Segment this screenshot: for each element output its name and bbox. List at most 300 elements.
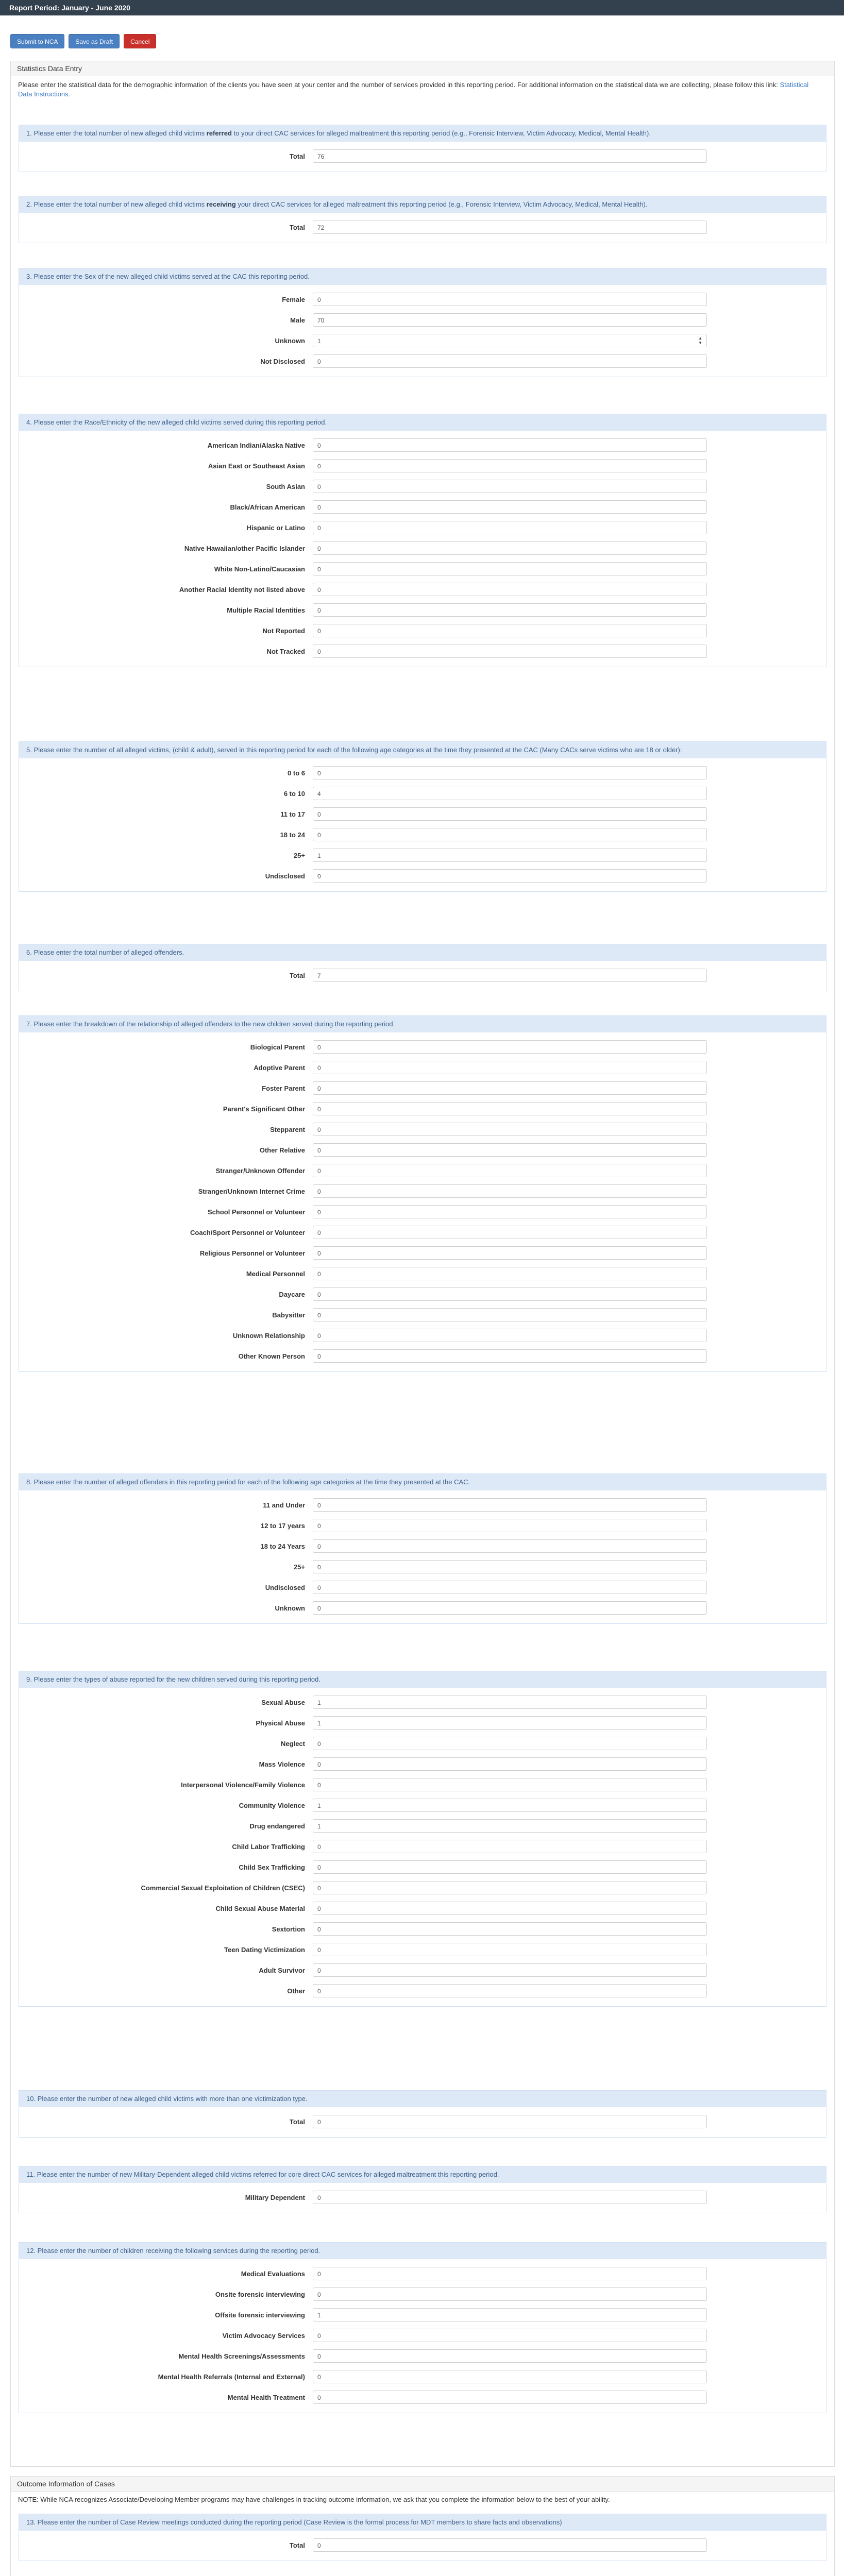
number-input[interactable] (313, 459, 707, 472)
input-value: 0 (317, 586, 321, 594)
field-label: 12 to 17 years (260, 1521, 305, 1530)
input-value: 0 (317, 566, 321, 573)
input-value: 0 (317, 1782, 321, 1789)
cancel-button[interactable]: Cancel (124, 34, 156, 48)
number-input[interactable] (313, 1819, 707, 1833)
field-label: South Asian (266, 482, 305, 490)
input-value: 0 (317, 1250, 321, 1257)
number-input[interactable] (313, 1329, 707, 1342)
field-label: Total (289, 971, 305, 979)
q1-text-end: to your direct CAC services for alleged maltreatment this reporting period (e.g., Forensic Interview, Victim Advocacy, Medical, Mental Health). (231, 129, 651, 137)
field-label: Interpersonal Violence/Family Violence (181, 1781, 305, 1789)
input-value: 0 (317, 2194, 321, 2201)
number-input[interactable] (313, 2267, 707, 2280)
question-10 (19, 2090, 826, 2138)
field-label: Babysitter (272, 1311, 305, 1319)
form-row (19, 1140, 826, 1160)
form-row (19, 1598, 826, 1618)
input-value: 76 (317, 153, 325, 160)
form-row (19, 2346, 826, 2366)
input-value: 0 (317, 2332, 321, 2340)
field-label: Undisclosed (265, 872, 305, 880)
field-label: Military Dependent (245, 2193, 305, 2201)
field-label: Total (289, 2541, 305, 2549)
form-row (19, 289, 826, 310)
input-value: 0 (317, 2291, 321, 2298)
form-row (19, 965, 826, 986)
form-row (19, 1243, 826, 1263)
number-input[interactable] (313, 1040, 707, 1054)
instructions-link[interactable]: Statistical Data Instructions. (18, 81, 809, 98)
form-row (19, 1919, 826, 1939)
number-input[interactable] (313, 1601, 707, 1615)
input-value: 0 (317, 1188, 321, 1195)
field-label: Sexual Abuse (261, 1698, 305, 1706)
number-input[interactable] (313, 293, 707, 306)
question-13 (19, 2514, 826, 2561)
number-input[interactable] (313, 1581, 707, 1594)
input-value: 0 (317, 1064, 321, 1072)
number-input[interactable] (313, 500, 707, 514)
form-row (19, 497, 826, 517)
field-label: Drug endangered (249, 1822, 305, 1830)
input-value: 1 (317, 1802, 321, 1809)
number-input[interactable] (313, 869, 707, 883)
field-label: Total (289, 223, 305, 231)
form-row (19, 2263, 826, 2284)
field-label: Female (282, 295, 305, 303)
form-row (19, 824, 826, 845)
question-6 (19, 944, 826, 991)
field-label: Medical Personnel (246, 1269, 305, 1278)
number-input[interactable] (313, 787, 707, 800)
field-label: Hispanic or Latino (246, 523, 305, 532)
number-input[interactable] (313, 1560, 707, 1573)
form-row (19, 804, 826, 824)
field-label: 0 to 6 (288, 769, 305, 777)
question-1 (19, 125, 826, 172)
form-row (19, 476, 826, 497)
input-value: 0 (317, 358, 321, 365)
input-value: 0 (317, 1905, 321, 1912)
number-input[interactable] (313, 521, 707, 534)
form-row (19, 783, 826, 804)
number-input[interactable] (313, 849, 707, 862)
question-7-title: 7. Please enter the breakdown of the relationship of alleged offenders to the new children served during the reporting period. (19, 1016, 826, 1032)
form-row (19, 1057, 826, 1078)
question-12 (19, 2242, 826, 2413)
input-value: 0 (317, 2119, 321, 2126)
number-input[interactable] (313, 1349, 707, 1363)
field-label: Native Hawaiian/other Pacific Islander (184, 544, 305, 552)
form-row (19, 2187, 826, 2208)
q2-text: 2. Please enter the total number of new alleged child victims (26, 200, 207, 208)
number-input[interactable] (313, 1799, 707, 1812)
form-row (19, 146, 826, 166)
form-row (19, 2535, 826, 2555)
input-value: 0 (317, 1564, 321, 1571)
input-value: 0 (317, 1522, 321, 1530)
input-value: 7 (317, 972, 321, 979)
intro-text: Please enter the statistical data for the demographic information of the clients you have seen at your center and the number of services provided in this reporting period. For additional information on the statistical data we are collecting, please follow this link: (18, 81, 778, 89)
input-value: 0 (317, 1761, 321, 1768)
number-input[interactable] (313, 1840, 707, 1853)
number-input[interactable] (313, 438, 707, 452)
field-label: Child Labor Trafficking (232, 1842, 305, 1851)
number-input[interactable] (313, 2115, 707, 2128)
form-row (19, 1733, 826, 1754)
number-input[interactable] (313, 624, 707, 637)
statistics-intro (11, 76, 819, 103)
input-value: 0 (317, 545, 321, 552)
input-value: 0 (317, 1605, 321, 1612)
question-4 (19, 414, 826, 667)
number-input[interactable] (313, 541, 707, 555)
input-value: 0 (317, 2394, 321, 2401)
form-row (19, 1754, 826, 1774)
field-label: Physical Abuse (256, 1719, 305, 1727)
form-row (19, 455, 826, 476)
number-input[interactable] (313, 2287, 707, 2301)
question-3 (19, 268, 826, 377)
field-label: 18 to 24 (280, 831, 305, 839)
number-input[interactable] (313, 1081, 707, 1095)
q1-text: 1. Please enter the total number of new alleged child victims (26, 129, 207, 137)
number-input[interactable] (313, 1881, 707, 1894)
input-value: 0 (317, 873, 321, 880)
number-input[interactable] (313, 1287, 707, 1301)
field-label: 11 to 17 (280, 810, 305, 818)
number-input[interactable] (313, 645, 707, 658)
form-row (19, 1836, 826, 1857)
input-value: 0 (317, 1926, 321, 1933)
form-row (19, 1898, 826, 1919)
input-value: 0 (317, 504, 321, 511)
field-label: Stepparent (270, 1125, 305, 1133)
number-input[interactable] (313, 1778, 707, 1791)
question-5 (19, 741, 826, 892)
input-value: 0 (317, 1502, 321, 1509)
question-9 (19, 1671, 826, 2007)
form-row (19, 1556, 826, 1577)
outcome-card-title: Outcome Information of Cases (11, 2477, 834, 2492)
question-4-title: 4. Please enter the Race/Ethnicity of the new alleged child victims served during this reporting period. (19, 414, 826, 431)
form-row (19, 1181, 826, 1201)
field-label: Not Tracked (266, 647, 305, 655)
form-row (19, 1325, 826, 1346)
number-input[interactable] (313, 1226, 707, 1239)
form-row (19, 845, 826, 866)
field-label: Not Reported (262, 626, 305, 635)
input-value: 1 (317, 2312, 321, 2319)
input-value: 0 (317, 628, 321, 635)
field-label: Parent's Significant Other (223, 1105, 305, 1113)
field-label: Unknown (275, 336, 305, 345)
number-input[interactable] (313, 1267, 707, 1280)
field-label: Foster Parent (262, 1084, 305, 1092)
form-row (19, 1857, 826, 1877)
input-value: 0 (317, 1885, 321, 1892)
input-value: 0 (317, 1147, 321, 1154)
form-row (19, 558, 826, 579)
form-row (19, 1263, 826, 1284)
number-input[interactable] (313, 603, 707, 617)
number-input[interactable] (313, 583, 707, 596)
field-label: Another Racial Identity not listed above (179, 585, 305, 594)
number-input[interactable] (313, 2308, 707, 2321)
form-row (19, 866, 826, 886)
number-input[interactable] (313, 2329, 707, 2342)
number-input[interactable] (313, 562, 707, 575)
number-input[interactable] (313, 221, 707, 234)
field-label: Offsite forensic interviewing (215, 2311, 305, 2319)
number-input[interactable] (313, 1061, 707, 1074)
input-value: 0 (317, 607, 321, 614)
number-input[interactable] (313, 1737, 707, 1750)
input-value: 0 (317, 442, 321, 449)
form-row (19, 620, 826, 641)
input-value: 0 (317, 1044, 321, 1051)
input-value: 1 (317, 337, 321, 345)
input-value: 0 (317, 832, 321, 839)
input-value: 0 (317, 1353, 321, 1360)
number-input[interactable] (313, 1519, 707, 1532)
form-row (19, 1284, 826, 1304)
field-label: Multiple Racial Identities (227, 606, 305, 614)
report-period-title: Report Period: January - June 2020 (9, 4, 130, 12)
number-input[interactable] (313, 1860, 707, 1874)
number-input[interactable] (313, 1539, 707, 1553)
q2-text-end: your direct CAC services for alleged maltreatment this reporting period (e.g., Forensic Interview, Victim Advocacy, Medical, Mental Health). (235, 200, 648, 208)
field-label: Undisclosed (265, 1583, 305, 1591)
field-label: Mental Health Referrals (Internal and External) (158, 2372, 305, 2381)
form-row (19, 1816, 826, 1836)
form-row (19, 435, 826, 455)
question-5-title: 5. Please enter the number of all alleged victims, (child & adult), served in this reporting period for each of the following age categories at the time they presented at the CAC (Many CACs serve victims who are 18 or older): (19, 742, 826, 758)
number-input[interactable] (313, 1757, 707, 1771)
form-row (19, 1119, 826, 1140)
field-label: Daycare (279, 1290, 305, 1298)
number-input[interactable] (313, 2370, 707, 2383)
form-row (19, 762, 826, 783)
question-12-title: 12. Please enter the number of children receiving the following services during the reporting period. (19, 2243, 826, 2259)
form-row (19, 217, 826, 238)
field-label: 18 to 24 Years (260, 1542, 305, 1550)
form-row (19, 2111, 826, 2132)
field-label: Onsite forensic interviewing (215, 2290, 305, 2298)
input-value: 0 (317, 2542, 321, 2549)
field-label: 6 to 10 (283, 789, 305, 798)
input-value: 0 (317, 2270, 321, 2278)
field-label: Community Violence (239, 1801, 305, 1809)
number-input[interactable] (313, 1922, 707, 1936)
input-value: 0 (317, 811, 321, 818)
submit-to-nca-button[interactable]: Submit to NCA (10, 34, 64, 48)
field-label: Unknown Relationship (232, 1331, 305, 1340)
input-value: 0 (317, 2374, 321, 2381)
field-label: Religious Personnel or Volunteer (199, 1249, 305, 1257)
form-row (19, 579, 826, 600)
field-label: Adult Survivor (259, 1966, 305, 1974)
field-label: Mental Health Treatment (227, 2393, 305, 2401)
save-as-draft-button[interactable]: Save as Draft (69, 34, 120, 48)
question-11-title: 11. Please enter the number of new Military-Dependent alleged child victims referred for core direct CAC services for alleged maltreatment this reporting period. (19, 2166, 826, 2183)
number-input[interactable] (313, 2391, 707, 2404)
number-input[interactable] (313, 1984, 707, 1997)
input-value: 0 (317, 1967, 321, 1974)
input-value: 1 (317, 1823, 321, 1830)
number-input[interactable] (313, 480, 707, 493)
input-value: 4 (317, 790, 321, 798)
input-value: 1 (317, 1699, 321, 1706)
input-value: 0 (317, 1167, 321, 1175)
form-row (19, 1078, 826, 1098)
field-label: Total (289, 152, 305, 160)
form-row (19, 1037, 826, 1057)
input-value: 1 (317, 852, 321, 859)
input-value: 0 (317, 1270, 321, 1278)
input-value: 0 (317, 1085, 321, 1092)
top-bar (0, 0, 844, 15)
field-label: Medical Evaluations (241, 2269, 305, 2278)
field-label: American Indian/Alaska Native (207, 441, 305, 449)
number-input[interactable] (313, 1943, 707, 1956)
number-input[interactable] (313, 1123, 707, 1136)
form-row (19, 1939, 826, 1960)
form-row (19, 1098, 826, 1119)
number-input[interactable] (313, 313, 707, 327)
question-7 (19, 1015, 826, 1372)
number-input[interactable] (313, 969, 707, 982)
number-input[interactable] (313, 1498, 707, 1512)
number-input[interactable] (313, 766, 707, 779)
field-label: Mass Violence (259, 1760, 305, 1768)
field-label: 25+ (293, 1563, 305, 1571)
number-input[interactable] (313, 1246, 707, 1260)
number-input[interactable] (313, 1308, 707, 1321)
field-label: Neglect (281, 1739, 305, 1748)
form-row (19, 1877, 826, 1898)
input-value: 0 (317, 770, 321, 777)
question-2 (19, 196, 826, 243)
field-label: Coach/Sport Personnel or Volunteer (190, 1228, 305, 1236)
form-row (19, 351, 826, 371)
outcome-card (10, 2476, 835, 2576)
field-label: Total (289, 2117, 305, 2126)
field-label: Child Sexual Abuse Material (215, 1904, 305, 1912)
form-row (19, 2366, 826, 2387)
number-input[interactable] (313, 2349, 707, 2363)
form-row (19, 1536, 826, 1556)
input-value: 0 (317, 1864, 321, 1871)
number-input[interactable] (313, 2191, 707, 2204)
input-value: 0 (317, 524, 321, 532)
form-row (19, 641, 826, 662)
form-row (19, 1222, 826, 1243)
field-label: Black/African American (230, 503, 305, 511)
input-value: 0 (317, 483, 321, 490)
field-label: Other Known Person (238, 1352, 305, 1360)
input-value: 0 (317, 1312, 321, 1319)
number-input[interactable] (313, 807, 707, 821)
field-label: Not Disclosed (260, 357, 305, 365)
number-input[interactable] (313, 1696, 707, 1709)
statistics-card (10, 61, 835, 2467)
question-2-title (19, 196, 826, 213)
field-label: Commercial Sexual Exploitation of Children (CSEC) (141, 1884, 305, 1892)
input-value: 0 (317, 1126, 321, 1133)
input-value: 0 (317, 2353, 321, 2360)
q2-emphasis: receiving (206, 200, 236, 208)
field-label: Other Relative (259, 1146, 305, 1154)
field-label: 25+ (293, 851, 305, 859)
field-label: Stranger/Unknown Internet Crime (198, 1187, 305, 1195)
number-input[interactable] (313, 1184, 707, 1198)
input-value: 0 (317, 1740, 321, 1748)
form-row (19, 1692, 826, 1713)
input-value: 0 (317, 463, 321, 470)
form-row (19, 310, 826, 330)
number-input[interactable] (313, 354, 707, 368)
input-value: 0 (317, 1543, 321, 1550)
form-row (19, 1774, 826, 1795)
number-input[interactable] (313, 1205, 707, 1218)
form-row (19, 2304, 826, 2325)
input-value: 70 (317, 317, 325, 324)
number-input[interactable] (313, 149, 707, 163)
form-row (19, 330, 826, 351)
input-value: 0 (317, 296, 321, 303)
question-11 (19, 2166, 826, 2213)
input-value: 0 (317, 1209, 321, 1216)
form-row (19, 1304, 826, 1325)
number-input[interactable] (313, 1143, 707, 1157)
number-input[interactable] (313, 1716, 707, 1730)
number-input[interactable] (313, 1164, 707, 1177)
question-9-title: 9. Please enter the types of abuse reported for the new children served during this reporting period. (19, 1671, 826, 1688)
input-value: 0 (317, 1946, 321, 1954)
statistics-card-title: Statistics Data Entry (11, 61, 834, 76)
form-row (19, 1346, 826, 1366)
field-label: Teen Dating Victimization (224, 1945, 305, 1954)
form-row (19, 1201, 826, 1222)
field-label: 11 and Under (263, 1501, 305, 1509)
question-10-title: 10. Please enter the number of new alleged child victims with more than one victimization type. (19, 2091, 826, 2107)
form-row (19, 1713, 826, 1733)
input-value: 0 (317, 1106, 321, 1113)
form-row (19, 2387, 826, 2408)
number-input[interactable] (313, 828, 707, 841)
q1-emphasis: referred (206, 129, 232, 137)
form-row (19, 1160, 826, 1181)
field-label: White Non-Latino/Caucasian (214, 565, 305, 573)
field-label: Male (290, 316, 305, 324)
form-row (19, 1515, 826, 1536)
number-input[interactable] (313, 1102, 707, 1115)
field-label: Unknown (275, 1604, 305, 1612)
field-label: Biological Parent (250, 1043, 305, 1051)
form-row (19, 600, 826, 620)
number-input[interactable] (313, 1963, 707, 1977)
input-value: 0 (317, 1229, 321, 1236)
form-row (19, 517, 826, 538)
number-input[interactable] (313, 2538, 707, 2552)
field-label: Sextortion (272, 1925, 305, 1933)
number-input[interactable] (313, 334, 707, 347)
question-1-title (19, 125, 826, 142)
number-input[interactable] (313, 1902, 707, 1915)
spinner-icon[interactable]: ▲ ▼ (698, 336, 702, 345)
